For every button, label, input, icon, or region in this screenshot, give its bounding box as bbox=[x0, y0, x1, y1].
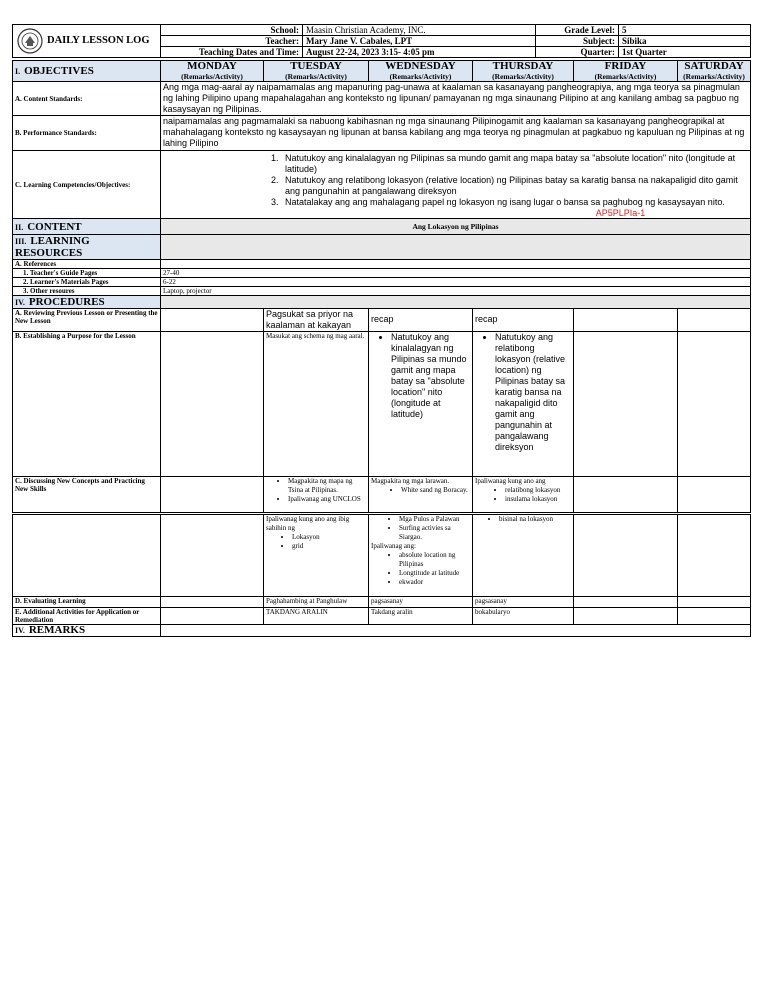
remarks-value bbox=[161, 625, 751, 637]
content-value: Ang Lokasyon ng Pilipinas bbox=[161, 219, 751, 235]
grade-label: Grade Level: bbox=[536, 25, 619, 36]
competency-item: 2. Natutukoy ang relatibong lokasyon (relative location) ng Pilipinas batay sa karatig bansa na nakapaligid dito gamit ang pangunahin at pangalawang direksyon bbox=[281, 175, 748, 197]
cell-mon bbox=[161, 597, 264, 608]
competencies-cell bbox=[161, 151, 751, 219]
additional-activities-label: E. Additional Activities for Application or Remediation bbox=[13, 608, 161, 625]
tg-pages-label: 1. Teacher's Guide Pages bbox=[13, 269, 161, 278]
purpose-thu-cell bbox=[473, 332, 574, 477]
subject-value: Sibika bbox=[619, 36, 751, 47]
lesson-table bbox=[12, 60, 751, 513]
teacher-label: Teacher: bbox=[161, 36, 303, 47]
subject-label: Subject: bbox=[536, 36, 619, 47]
cell-mon bbox=[161, 332, 264, 477]
discussing-thu-cell bbox=[473, 477, 574, 513]
discussing-thu-intro: Ipaliwanag kung ano ang bbox=[475, 477, 546, 485]
school-seal-icon bbox=[16, 27, 44, 55]
discussing-wed-cell bbox=[369, 477, 473, 513]
lesson-table-continued bbox=[12, 514, 751, 637]
cont-wed-item: • ekwador bbox=[399, 578, 470, 587]
purpose-thu: • Natutukoy ang relatibong lokasyon (relative location) ng Pilipinas batay sa karatig bansa na nakapaligid dito gamit ang pangunahin at pangalawang direksyon bbox=[495, 332, 571, 453]
purpose-wed-cell bbox=[369, 332, 473, 477]
cont-tue-cell bbox=[264, 515, 369, 597]
additional-wed: Takdang aralin bbox=[369, 608, 473, 625]
title-cell bbox=[13, 25, 161, 58]
cont-thu-item: • bisinal na lokasyon bbox=[499, 515, 571, 524]
cell-fri bbox=[574, 597, 678, 608]
references-blank bbox=[161, 260, 751, 269]
performance-standards-text: naipamamalas ang pagmamalaki sa nabuong kabihasnan ng mga sinaunang Pilipinogamit ang kaalaman sa kasanayang pangheograpikal at mahahalagang konteksto ng kasaysayan ng lipunan at bansa kabilang ang mga teorya ng pinagmulan at pagkabuo ng kapuluan ng Pilipinas at ng lahing Pilipino bbox=[161, 116, 751, 151]
cont-wed-intro2: Ipaliwanag ang: bbox=[371, 542, 416, 550]
school-value: Maasin Christian Academy, INC. bbox=[303, 25, 536, 36]
quarter-value: 1st Quarter bbox=[619, 47, 751, 58]
day-friday: FRIDAY (Remarks/Activity) bbox=[574, 61, 678, 82]
day-wednesday: WEDNESDAY (Remarks/Activity) bbox=[369, 61, 473, 82]
competency-item: 1. Natutukoy ang kinalalagyan ng Pilipinas sa mundo gamit ang mapa batay sa "absolute location" nito (longitude at latitude) bbox=[281, 153, 748, 175]
content-standards-label: A. Content Standards: bbox=[13, 82, 161, 116]
resources-blank bbox=[161, 235, 751, 260]
cont-wed-item: • Longtitude at latitude bbox=[399, 569, 470, 578]
cont-tue-intro: Ipaliwanag kung ano ang ibig sabihin ng bbox=[266, 515, 350, 532]
cont-tue-item: • Lokasyon bbox=[292, 533, 366, 542]
lm-pages-label: 2. Learner's Materials Pages bbox=[13, 278, 161, 287]
reviewing-lesson-label: A. Reviewing Previous Lesson or Presenting the New Lesson bbox=[13, 309, 161, 332]
cont-thu-cell bbox=[473, 515, 574, 597]
cell-sat bbox=[678, 597, 751, 608]
competency-code: AP5PLPIa-1 bbox=[595, 208, 646, 218]
cont-wed-cell bbox=[369, 515, 473, 597]
quarter-label: Quarter: bbox=[536, 47, 619, 58]
purpose-tue: Masukat ang schema ng mag aaral. bbox=[264, 332, 369, 477]
cell-sat bbox=[678, 309, 751, 332]
cell-fri bbox=[574, 477, 678, 513]
procedures-blank bbox=[161, 296, 751, 309]
other-resources-label: 3. Other resoures bbox=[13, 287, 161, 296]
reviewing-wed: recap bbox=[369, 309, 473, 332]
content-header: II. CONTENT bbox=[13, 219, 161, 235]
competencies-label: C. Learning Competencies/Objectives: bbox=[13, 151, 161, 219]
procedures-header: IV. PROCEDURES bbox=[13, 296, 161, 309]
discussing-tue-item: • Ipaliwanag ang UNCLOS bbox=[288, 495, 366, 504]
continued-label-blank bbox=[13, 515, 161, 597]
cell-sat bbox=[678, 515, 751, 597]
evaluating-tue: Paghahambing at Panghulaw bbox=[264, 597, 369, 608]
tg-pages-value: 27-40 bbox=[161, 269, 751, 278]
performance-standards-label: B. Performance Standards: bbox=[13, 116, 161, 151]
day-monday: MONDAY (Remarks/Activity) bbox=[161, 61, 264, 82]
reviewing-thu: recap bbox=[473, 309, 574, 332]
cell-sat bbox=[678, 608, 751, 625]
reviewing-tue: Pagsukat sa priyor na kaalaman at kakayan bbox=[264, 309, 369, 332]
day-tuesday: TUESDAY (Remarks/Activity) bbox=[264, 61, 369, 82]
cell-mon bbox=[161, 608, 264, 625]
dates-value: August 22-24, 2023 3:15- 4:05 pm bbox=[303, 47, 536, 58]
cell-fri bbox=[574, 515, 678, 597]
additional-thu: bokabularyo bbox=[473, 608, 574, 625]
cont-wed-item: • Mga Pulos a Palawan bbox=[399, 515, 470, 524]
cell-mon bbox=[161, 309, 264, 332]
purpose-wed: • Natutukoy ang kinalalagyan ng Pilipinas sa mundo gamit ang mapa batay sa "absolute location" nito (longitude at latitude) bbox=[391, 332, 470, 420]
page-title: DAILY LESSON LOG bbox=[47, 35, 150, 46]
purpose-label: B. Establishing a Purpose for the Lesson bbox=[13, 332, 161, 477]
discussing-wed-intro: Magpakita ng mga larawan. bbox=[371, 477, 450, 485]
evaluating-wed: pagsasanay bbox=[369, 597, 473, 608]
discussing-wed-item: • White sand ng Boracay. bbox=[401, 486, 470, 495]
teacher-value: Mary Jane V. Cabales, LPT bbox=[303, 36, 536, 47]
day-saturday: SATURDAY (Remarks/Activity) bbox=[678, 61, 751, 82]
competency-item: 3. Natatalakay ang ang mahalagang papel ng lokasyon ng isang lugar o bansa sa paghubog ng kasaysayan nito. bbox=[281, 197, 748, 208]
header-table bbox=[12, 24, 751, 58]
objectives-header: I. OBJECTIVES bbox=[13, 61, 161, 82]
discussing-thu-item: • relatibong lokasyon bbox=[505, 486, 571, 495]
cell-fri bbox=[574, 309, 678, 332]
evaluating-thu: pagsasanay bbox=[473, 597, 574, 608]
cell-fri bbox=[574, 608, 678, 625]
discussing-tue-item: • Magpakita ng mapa ng Tsina at Pilipinas. bbox=[288, 477, 366, 495]
grade-value: 5 bbox=[619, 25, 751, 36]
remarks-header: IV. REMARKS bbox=[13, 625, 161, 637]
cell-sat bbox=[678, 477, 751, 513]
discussing-label: C. Discussing New Concepts and Practicing New Skills bbox=[13, 477, 161, 513]
dates-label: Teaching Dates and Time: bbox=[161, 47, 303, 58]
cell-mon bbox=[161, 515, 264, 597]
discussing-tue-cell bbox=[264, 477, 369, 513]
day-thursday: THURSDAY (Remarks/Activity) bbox=[473, 61, 574, 82]
references-label: A. References bbox=[13, 260, 161, 269]
cont-wed-item: • Surfing activies sa Siargao. bbox=[399, 524, 470, 542]
content-standards-text: Ang mga mag-aaral ay naipamamalas ang mapanuring pag-unawa at kaalaman sa kasanayang pangheograpiya, ang mga teorya sa pinagmulan ng lahing Pilipino upang mapahalagahan ang konteksto ng lipunan/ pamayanan ng mga sinaunang Pilipino at ang kanilang ambag sa pagbuo ng kasaysayan ng Pilipinas. bbox=[161, 82, 751, 116]
additional-tue: TAKDANG ARALIN bbox=[264, 608, 369, 625]
lm-pages-value: 6-22 bbox=[161, 278, 751, 287]
discussing-thu-item: • insulama lokasyon bbox=[505, 495, 571, 504]
resources-header: III. LEARNING RESOURCES bbox=[13, 235, 161, 260]
cell-mon bbox=[161, 477, 264, 513]
other-resources-value: Laptop, projector bbox=[161, 287, 751, 296]
school-label: School: bbox=[161, 25, 303, 36]
evaluating-label: D. Evaluating Learning bbox=[13, 597, 161, 608]
cont-tue-item: • grid bbox=[292, 542, 366, 551]
cell-fri bbox=[574, 332, 678, 477]
cont-wed-item: • absolute location ng Pilipinas bbox=[399, 551, 470, 569]
cell-sat bbox=[678, 332, 751, 477]
competencies-list bbox=[163, 153, 748, 208]
